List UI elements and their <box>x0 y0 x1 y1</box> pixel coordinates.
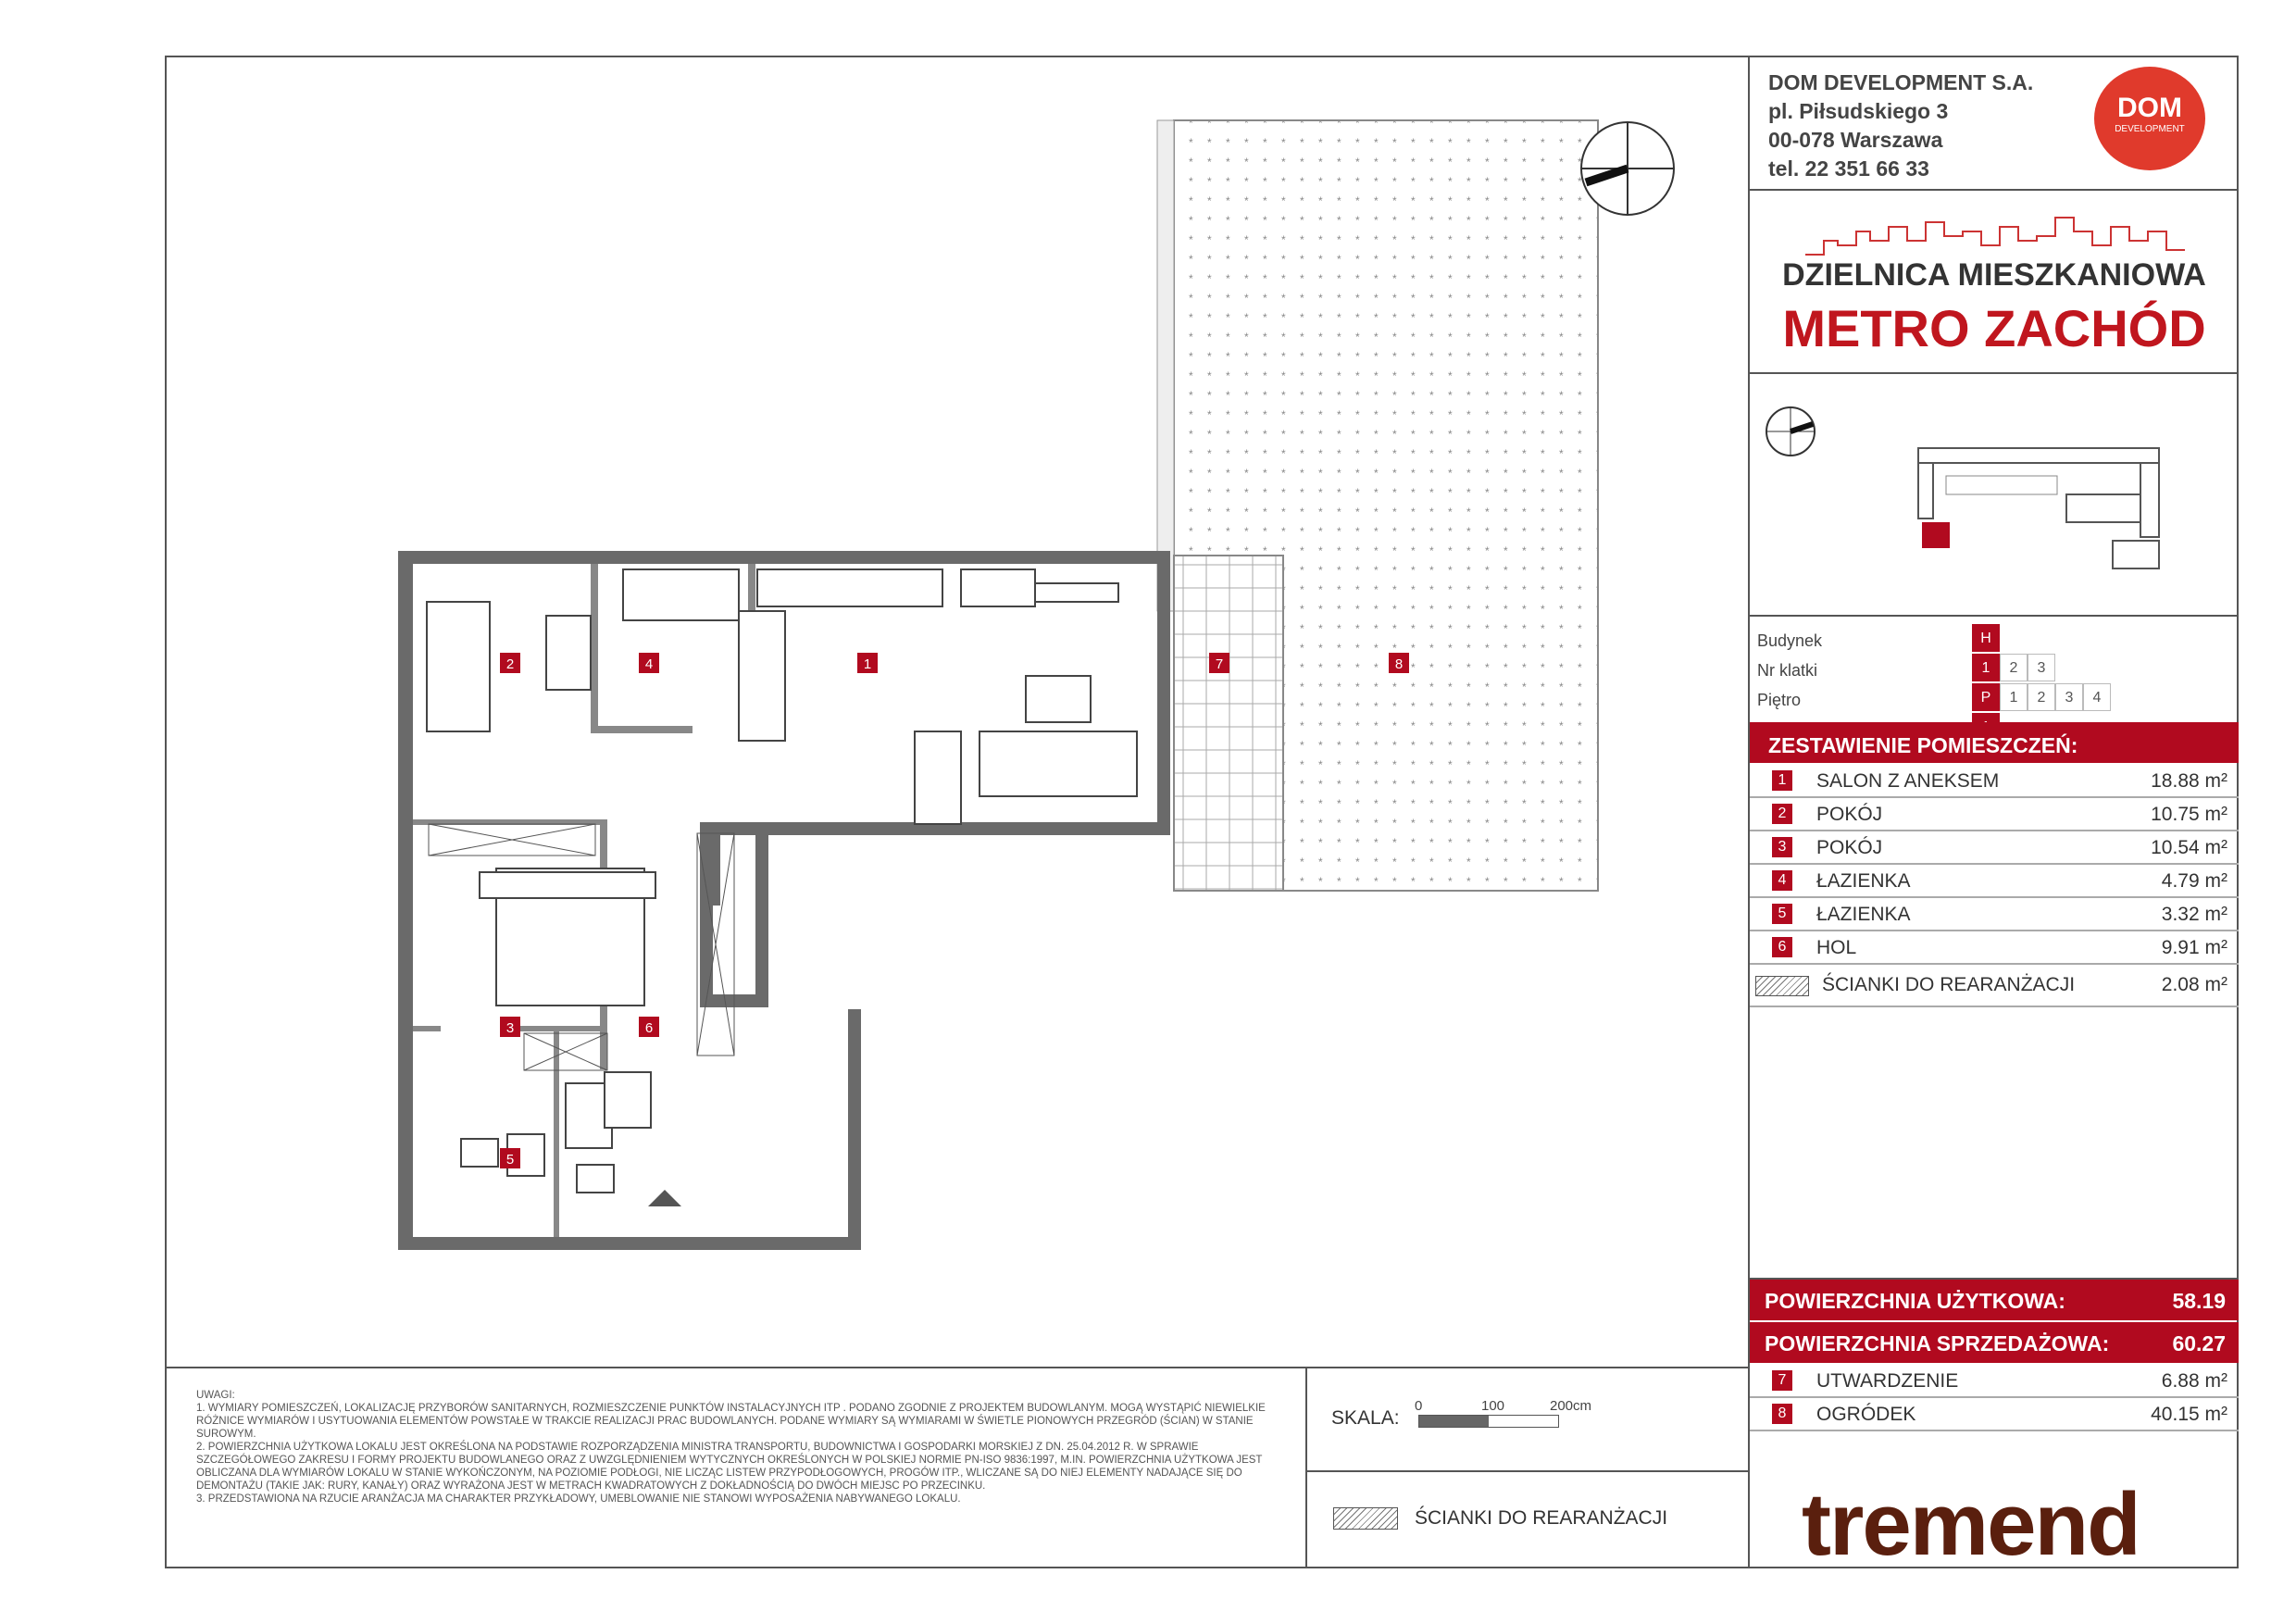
rooms-header: ZESTAWIENIE POMIESZCZEŃ: <box>1750 722 2239 763</box>
svg-text:8: 8 <box>1394 656 1404 672</box>
room-row: 6 HOL 9.91 m² <box>1750 931 2239 965</box>
sales-area-bar: POWIERZCHNIA SPRZEDAŻOWA: 60.27 <box>1750 1322 2239 1363</box>
room-tag-7 <box>1209 653 1229 673</box>
svg-text:3: 3 <box>505 1020 515 1036</box>
svg-text:7: 7 <box>1215 656 1224 672</box>
svg-text:4: 4 <box>644 656 654 672</box>
extra-row: 8 OGRÓDEK 40.15 m² <box>1750 1398 2239 1431</box>
room-row: 2 POKÓJ 10.75 m² <box>1750 798 2239 831</box>
room-row: 1 SALON Z ANEKSEM 18.88 m² <box>1750 765 2239 798</box>
room-tag-2 <box>500 653 520 673</box>
svg-text:2: 2 <box>505 656 515 672</box>
room-tag-4 <box>639 653 659 673</box>
extra-row: 7 UTWARDZENIE 6.88 m² <box>1750 1365 2239 1398</box>
info-panel <box>1748 56 2239 1574</box>
svg-text:1: 1 <box>863 656 872 672</box>
svg-text:6: 6 <box>644 1020 654 1036</box>
info-grid: Budynek H Nr klatki 1 2 3 Piętro P 1 2 3 4 <box>1750 622 2239 752</box>
project-name: METRO ZACHÓD <box>1782 299 2206 357</box>
room-row: 4 ŁAZIENKA 4.79 m² <box>1750 865 2239 898</box>
project-title: DZIELNICA MIESZKANIOWA <box>1782 257 2206 293</box>
room-tag-1 <box>857 653 878 673</box>
room-tag-5 <box>500 1148 520 1168</box>
svg-text:5: 5 <box>505 1152 515 1168</box>
notes: UWAGI: 1. WYMIARY POMIESZCZEŃ, LOKALIZACJĘ PRZYBORÓW SANITARNYCH, ROZMIESZCZENIE PUNKTÓW INSTALACYJNYCH ITP . PODANO ZGODNIE Z PROJEKTEM BUDOWLANYM. MOGĄ WYSTĄPIĆ NIEWIELKIE RÓŻNICE WYMIARÓW I USYTUOWANIA ELEMENTÓW POWSTAŁE W TRAKCIE REALIZACJI PRAC BUDOWLANYCH. PODANE WYMIARY SĄ WYMIARAMI W ŚWIETLE PIONOWYCH PRZEGRÓD (ŚCIAN) W STANIE SUROWYM. 2. POWIERZCHNIA UŻYTKOWA LOKALU JEST OKREŚLONA NA PODSTAWIE ROZPORZĄDZENIA MINISTRA TRANSPORTU, BUDOWNICTWA I GOSPODARKI MORSKIEJ Z DN. 25.04.2012 R. W SPRAWIE SZCZEGÓŁOWEGO ZAKRESU I FORMY PROJEKTU BUDOWLANEGO ORAZ Z UWZGLĘDNIENIEM WYTYCZNYCH OKREŚLONYCH W POLSKIEJ NORMIE PN-ISO 9836:1997, M.IN. POWIERZCHNIA UŻYTKOWA JEST OBLICZANA DLA WYMIARÓW LOKALU W STANIE WYKOŃCZONYM, NA POZIOMIE PODŁOGI, NIE LICZĄC LISTEW PRZYPODŁOGOWYCH, PROGÓW ITP., WLICZANE SĄ DO NIEJ ELEMENTY NADAJĄCE SIĘ DO DEMONTAŻU (TAKIE JAK: RURY, KANAŁY) ORAZ WYRAŻONA JEST W METRACH KWADRATOWYCH Z DOKŁADNOŚCIĄ DO DWÓCH MIEJSC PO PRZECINKU. 3. PRZEDSTAWIONA NA RZUCIE ARANŻACJA MA CHARAKTER PRZYKŁADOWY, UMEBLOWANIE NIE STANOWI WYPOSAŻENIA NABYWANEGO LOKALU. <box>196 1390 1266 1505</box>
terrace-area <box>1174 556 1283 891</box>
north-arrow <box>1581 122 1674 215</box>
room-tag-8 <box>1389 653 1409 673</box>
location-map <box>1761 383 2224 606</box>
company-address: DOM DEVELOPMENT S.A. pl. Piłsudskiego 3 00-078 Warszawa tel. 22 351 66 33 <box>1768 70 2034 181</box>
tremend-logo: tremend <box>1802 1475 2140 1574</box>
rearrangement-row: ŚCIANKI DO REARANŻACJI 2.08 m² <box>1750 968 2239 1007</box>
floor-plan <box>165 56 1748 1366</box>
room-row: 3 POKÓJ 10.54 m² <box>1750 831 2239 865</box>
room-tag-3 <box>500 1017 520 1037</box>
usable-area-bar: POWIERZCHNIA UŻYTKOWA: 58.19 <box>1750 1280 2239 1320</box>
building-cell: H <box>1972 624 2000 652</box>
room-tag-6 <box>639 1017 659 1037</box>
scale-legend: SKALA: 0 100 200cm ŚCIANKI DO REARANŻACJI <box>1305 1368 1748 1568</box>
room-row: 5 ŁAZIENKA 3.32 m² <box>1750 898 2239 931</box>
dom-logo: DOM DEVELOPMENT <box>2094 67 2205 170</box>
garden-hedge <box>1157 120 1174 611</box>
skyline-graphic <box>1805 204 2185 259</box>
